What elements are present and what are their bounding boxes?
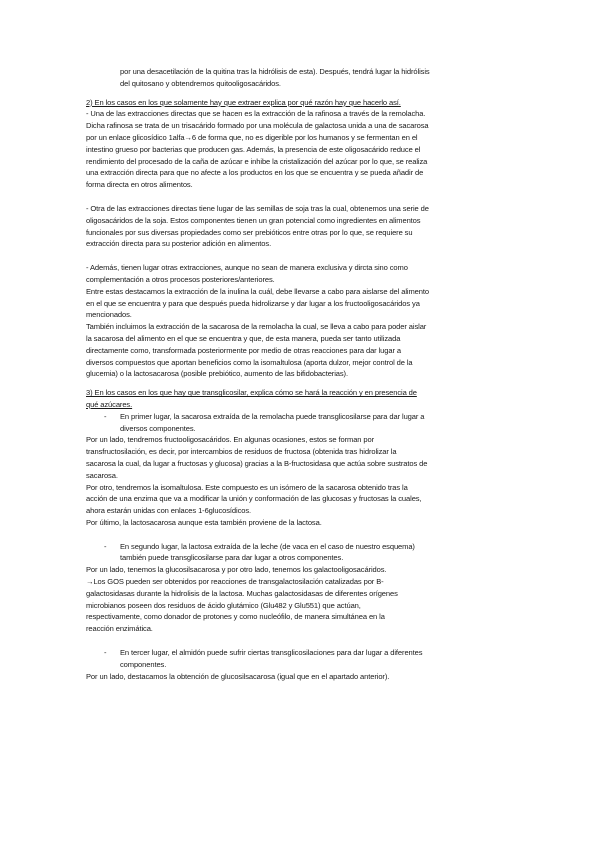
paragraph-line: respectivamente, como donador de protones y como nucleófilo, de manera simultánea en la	[86, 612, 385, 622]
paragraph-line: por un enlace glicosídico 1alfa→6 de forma que, no es digerible por los humanos y se fermentan en el	[86, 132, 418, 142]
paragraph-line: sacarosa.	[86, 470, 118, 480]
paragraph-line: una extracción directa para que no afecte a los productos en los que se encuentra y se pueda añadir de	[86, 168, 424, 178]
bullet-line: también puede transglicosilarse para dar lugar a otros componentes.	[120, 553, 344, 563]
bullet-line: diversos componentes.	[120, 423, 196, 433]
paragraph-line: Por un lado, destacamos la obtención de glucosilsacarosa (igual que en el apartado anterior).	[86, 671, 390, 681]
section-2-heading: 2) En los casos en los que solamente hay que extraer explica por qué razón hay que hacerlo así.	[86, 97, 401, 107]
section-3-heading: 3) En los casos en los que hay que transglicosilar, explica cómo se hará la reacción y en presencia de	[86, 388, 417, 398]
document-body	[86, 66, 516, 682]
bullet-dash: -	[104, 541, 107, 551]
bullet-item	[86, 647, 516, 671]
paragraph-line: mencionados.	[86, 310, 132, 320]
paragraph-line: →Los GOS pueden ser obtenidos por reacciones de transgalactosilación catalizadas por B-	[86, 577, 384, 587]
paragraph-line: Dicha rafinosa se trata de un trisacárido formado por una molécula de galactosa unida a una de sacarosa	[86, 121, 429, 131]
paragraph-line: - Una de las extracciones directas que se hacen es la extracción de la rafinosa a través de la remolacha.	[86, 109, 426, 119]
bullet-line: En segundo lugar, la lactosa extraída de la leche (de vaca en el caso de nuestro esquema)	[120, 541, 415, 551]
paragraph-line: transfructosilación, es decir, por intercambios de residuos de fructosa (obtenida tras hidrolizar la	[86, 447, 397, 457]
paragraph-line: reacción enzimática.	[86, 624, 153, 634]
paragraph-line: sacarosa la cual, da lugar a fructosas y glucosa) gracias a la B-fructosidasa que actúa sobre sustratos de	[86, 458, 428, 468]
paragraph-line: glucemia) o la lactosacarosa (posible prebiótico, aumento de las bifidobacterias).	[86, 369, 348, 379]
paragraph-line: - Además, tienen lugar otras extracciones, aunque no sean de manera exclusiva y dircta sino como	[86, 263, 408, 273]
bullet-line: En tercer lugar, el almidón puede sufrir ciertas transglicosilaciones para dar lugar a diferentes	[120, 648, 423, 658]
bullet-dash: -	[104, 648, 107, 658]
paragraph-line: extracción directa para su posterior adición en alimentos.	[86, 239, 272, 249]
intro-line: del quitosano y obtendremos quitooligosacáridos.	[120, 78, 281, 88]
bullet-item	[86, 411, 516, 435]
paragraph-line: Entre estas destacamos la extracción de la inulina la cuál, debe llevarse a cabo para aislarse del alimento	[86, 286, 429, 296]
paragraph-line: oligosacáridos de la soja. Estos componentes tienen un gran potencial como ingredientes en alimentos	[86, 215, 421, 225]
intro-line: por una desacetilación de la quitina tras la hidrólisis de esta). Después, tendrá lugar la hidrólisis	[120, 67, 430, 76]
paragraph-line: galactosidasas durante la hidrolisis de la lactosa. Muchas galactosidasas de diferentes orígenes	[86, 588, 398, 598]
paragraph-line: Por último, la lactosacarosa aunque esta también proviene de la lactosa.	[86, 517, 322, 527]
paragraph-line: forma directa en otros alimentos.	[86, 180, 193, 190]
paragraph-line: Por un lado, tenemos la glucosilsacarosa y por otro lado, tenemos los galactooligosacáridos.	[86, 565, 387, 575]
paragraph-line: diversos compuestos que aportan beneficios como la isomaltulosa (aporta dulzor, mejor control de la	[86, 357, 413, 367]
paragraph-line: directamente como, transformada posteriormente por medio de otras reacciones para dar lugar a	[86, 345, 401, 355]
paragraph-line: en el que se encuentra y para que después pueda hidrolizarse y dar lugar a los fructooligosacáridos ya	[86, 298, 420, 308]
paragraph-line: complementación a otros procesos posteriores/anteriores.	[86, 274, 275, 284]
bullet-line: En primer lugar, la sacarosa extraída de la remolacha puede transglicosilarse para dar lugar a	[120, 411, 425, 421]
paragraph-line: rendimiento del procesado de la caña de azúcar e inhibe la cristalización del azúcar por lo que, se realiza	[86, 156, 428, 166]
paragraph-line: acción de una enzima que va a modificar la unión y conformación de las glucosas y fructosas la cuales,	[86, 494, 422, 504]
paragraph-line: intestino grueso por bacterias que producen gas. Además, la presencia de este oligosacárido reduce el	[86, 144, 421, 154]
paragraph-line: microbianos poseen dos residuos de ácido glutámico (Glu482 y Glu551) que actúan,	[86, 600, 361, 610]
bullet-item	[86, 541, 516, 565]
paragraph-line: funcionales por sus diversas propiedades como ser prebióticos entre otras por lo que, se requiere su	[86, 227, 413, 237]
paragraph-line: la sacarosa del alimento en el que se encuentra y que, de esta manera, pueda ser tanto utilizada	[86, 333, 401, 343]
paragraph-line: Por otro, tendremos la isomaltulosa. Este compuesto es un isómero de la sacarosa obtenido tras la	[86, 482, 408, 492]
bullet-line: componentes.	[120, 659, 167, 669]
paragraph-line: También incluimos la extracción de la sacarosa de la remolacha la cual, se lleva a cabo para poder aislar	[86, 322, 427, 332]
paragraph-line: Por un lado, tendremos fructooligosacáridos. En algunas ocasiones, estos se forman por	[86, 435, 374, 445]
section-3-heading: qué azúcares.	[86, 399, 133, 409]
paragraph-line: ahora estarán unidas con enlaces 1-6glucosídicos.	[86, 506, 252, 516]
paragraph-line: - Otra de las extracciones directas tiene lugar de las semillas de soja tras la cual, obtenemos una serie de	[86, 203, 429, 213]
bullet-dash: -	[104, 411, 107, 421]
